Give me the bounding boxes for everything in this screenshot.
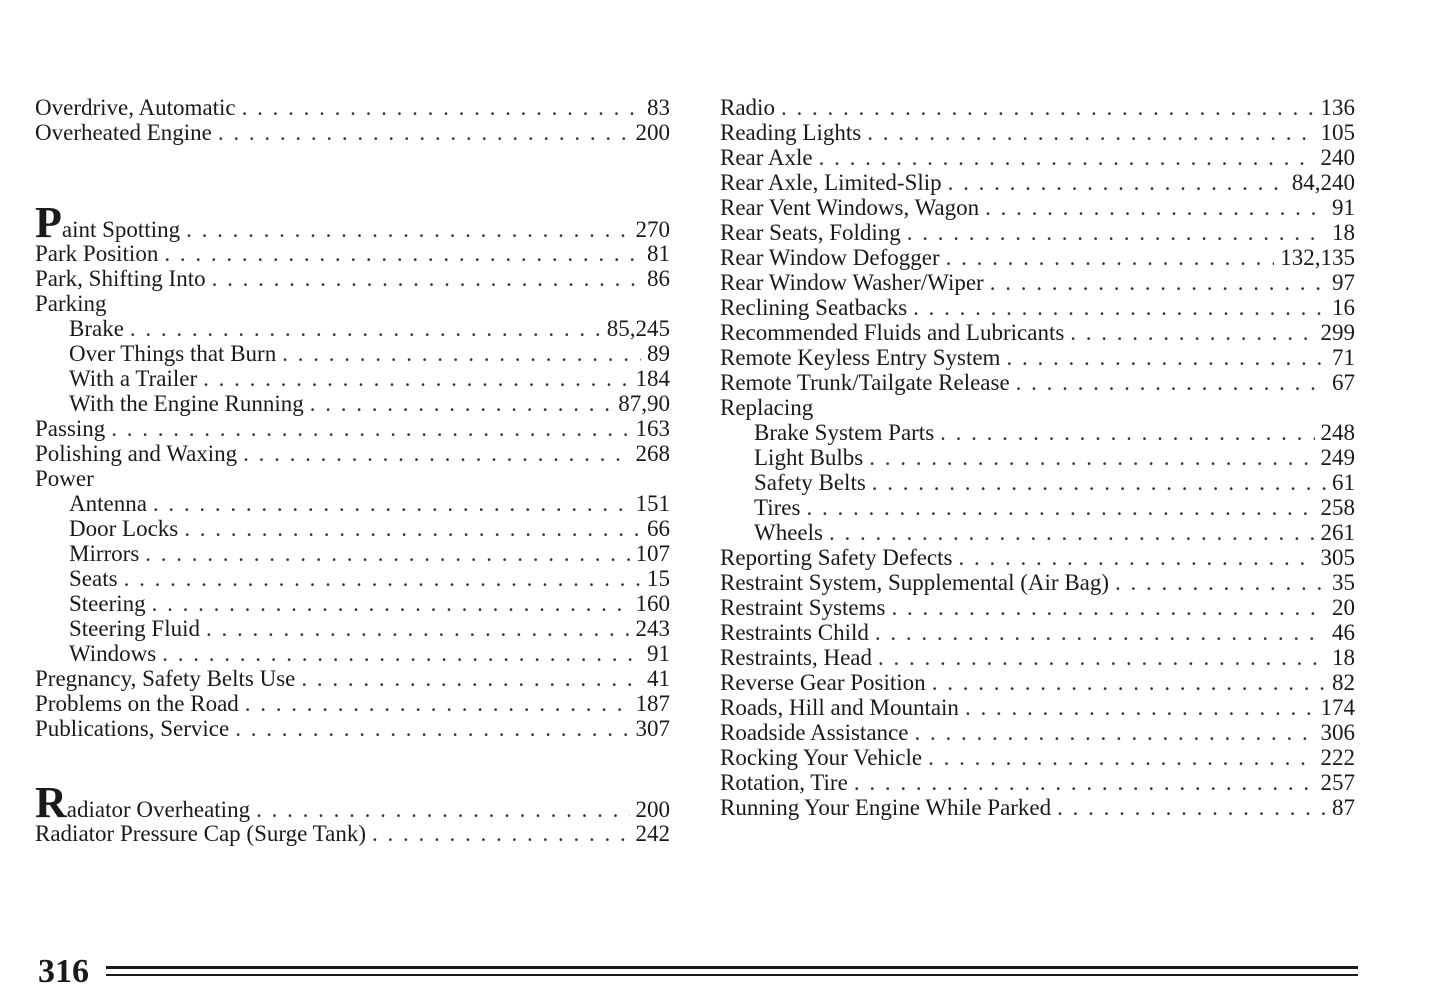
index-subentry — [720, 520, 1355, 545]
index-entry-text: Remote Keyless Entry System — [720, 345, 1001, 370]
index-entry-text: Park Position — [35, 241, 159, 266]
index-entry — [720, 370, 1355, 395]
index-entry — [35, 120, 670, 145]
leader-dots — [1070, 320, 1314, 345]
index-entry — [35, 716, 670, 741]
leader-dots — [310, 391, 612, 416]
index-entry — [720, 770, 1355, 795]
index-entry — [35, 95, 670, 120]
index-entry-page: 200 — [635, 120, 670, 145]
index-entry-text: Restraint Systems — [720, 595, 886, 620]
index-entry — [720, 295, 1355, 320]
index-entry-page: 91 — [647, 641, 670, 666]
leader-dots — [932, 670, 1326, 695]
index-entry — [720, 120, 1355, 145]
leader-dots — [212, 266, 641, 291]
leader-dots — [907, 220, 1326, 245]
leader-dots — [781, 95, 1315, 120]
index-entry-page: 97 — [1332, 270, 1355, 295]
index-entry — [720, 795, 1355, 820]
leader-dots — [1016, 370, 1326, 395]
index-entry-page: 222 — [1320, 745, 1355, 770]
index-entry-text: Replacing — [720, 395, 814, 420]
index-subentry — [35, 641, 670, 666]
index-entry-text: Steering — [69, 591, 146, 616]
index-entry-text: Roads, Hill and Mountain — [720, 695, 959, 720]
index-entry — [35, 416, 670, 441]
section-gap — [35, 741, 670, 785]
leader-dots — [946, 245, 1275, 270]
leader-dots — [282, 341, 641, 366]
index-entry-page: 187 — [635, 691, 670, 716]
index-entry-text: With a Trailer — [69, 366, 198, 391]
leader-dots — [164, 241, 641, 266]
index-entry — [35, 441, 670, 466]
leader-dots — [218, 120, 630, 145]
index-entry — [720, 220, 1355, 245]
index-entry-page: 174 — [1320, 695, 1355, 720]
index-entry-page: 136 — [1320, 95, 1355, 120]
index-entry — [35, 291, 670, 316]
drop-cap-letter: R — [35, 778, 67, 827]
leader-dots — [914, 720, 1314, 745]
index-entry-page: 85,245 — [606, 316, 670, 341]
index-entry-text: Power — [35, 466, 94, 491]
index-subentry — [35, 341, 670, 366]
leader-dots — [913, 295, 1326, 320]
index-entry-page: 257 — [1320, 770, 1355, 795]
index-entry-page: 242 — [635, 821, 670, 846]
index-entry — [720, 695, 1355, 720]
index-entry-text: Light Bulbs — [754, 445, 864, 470]
leader-dots — [245, 691, 630, 716]
index-subentry — [35, 616, 670, 641]
index-entry-page: 67 — [1332, 370, 1355, 395]
index-entry-page: 240 — [1320, 145, 1355, 170]
leader-dots — [875, 620, 1326, 645]
index-entry-page: 249 — [1320, 445, 1355, 470]
index-entry-page: 61 — [1332, 470, 1355, 495]
index-entry-text: Parking — [35, 291, 107, 316]
index-entry-page: 163 — [635, 416, 670, 441]
index-subentry — [35, 591, 670, 616]
index-entry-text: Radiator Pressure Cap (Surge Tank) — [35, 821, 366, 846]
leader-dots — [965, 695, 1315, 720]
leader-dots — [184, 516, 641, 541]
index-entry — [720, 145, 1355, 170]
index-entry-text: Rear Seats, Folding — [720, 220, 901, 245]
index-section-p — [35, 198, 670, 741]
index-entry-page: 16 — [1332, 295, 1355, 320]
leader-dots — [203, 366, 629, 391]
leader-dots — [940, 420, 1314, 445]
leader-dots — [130, 316, 601, 341]
index-entry-text: Rear Vent Windows, Wagon — [720, 195, 980, 220]
index-entry — [720, 545, 1355, 570]
index-entry-text: Reporting Safety Defects — [720, 545, 953, 570]
index-entry-text: Wheels — [754, 520, 823, 545]
index-entry — [720, 270, 1355, 295]
index-entry — [720, 570, 1355, 595]
index-entry-page: 89 — [647, 341, 670, 366]
index-entry-page: 35 — [1332, 570, 1355, 595]
index-entry-text: Publications, Service — [35, 716, 230, 741]
index-entry-page: 82 — [1332, 670, 1355, 695]
index-entry-text: Park, Shifting Into — [35, 266, 206, 291]
leader-dots — [206, 616, 630, 641]
index-entry-text: Roadside Assistance — [720, 720, 909, 745]
index-entry — [720, 195, 1355, 220]
footer-rule — [106, 966, 1358, 976]
leader-dots — [958, 545, 1314, 570]
index-entry-text: Windows — [69, 641, 157, 666]
index-entry — [720, 95, 1355, 120]
index-entry-page: 41 — [647, 666, 670, 691]
index-entry-page: 248 — [1320, 420, 1355, 445]
index-entry — [35, 666, 670, 691]
index-entry-text: Pregnancy, Safety Belts Use — [35, 666, 296, 691]
index-entry-text: Restraints, Head — [720, 645, 873, 670]
index-entry-page: 86 — [647, 266, 670, 291]
index-entry — [720, 720, 1355, 745]
index-entry-text: Rocking Your Vehicle — [720, 745, 923, 770]
leader-dots — [854, 770, 1315, 795]
leader-dots — [990, 270, 1326, 295]
index-entry-text: aint Spotting — [61, 217, 181, 242]
index-entry-text: Recommended Fluids and Lubricants — [720, 320, 1065, 345]
page-footer — [38, 952, 1358, 992]
leader-dots — [124, 566, 641, 591]
index-entry — [35, 241, 670, 266]
index-entry — [35, 198, 670, 247]
index-entry-text: Rotation, Tire — [720, 770, 848, 795]
index-entry-page: 18 — [1332, 220, 1355, 245]
leader-dots — [162, 641, 641, 666]
index-entry-text: Passing — [35, 416, 106, 441]
index-entry-text: Polishing and Waxing — [35, 441, 238, 466]
index-entry — [720, 320, 1355, 345]
index-entry-text: Overdrive, Automatic — [35, 95, 236, 120]
index-entry-page: 261 — [1320, 520, 1355, 545]
index-entry — [720, 170, 1355, 195]
leader-dots — [985, 195, 1326, 220]
leader-dots — [1006, 345, 1326, 370]
index-entry — [35, 821, 670, 846]
index-entry — [720, 245, 1355, 270]
leader-dots — [872, 470, 1326, 495]
index-entry-text: Safety Belts — [754, 470, 866, 495]
index-subentry — [35, 316, 670, 341]
index-entry-page: 83 — [647, 95, 670, 120]
leader-dots — [111, 416, 629, 441]
page-number: 316 — [38, 953, 89, 990]
leader-dots — [242, 95, 641, 120]
index-entry-text: Rear Axle — [720, 145, 813, 170]
leader-dots — [1115, 570, 1326, 595]
index-subentry — [35, 566, 670, 591]
index-entry-text: Door Locks — [69, 516, 179, 541]
index-entry-text: adiator Overheating — [66, 797, 251, 822]
index-entry-page: 258 — [1320, 495, 1355, 520]
leader-dots — [1057, 795, 1326, 820]
index-entry-page: 20 — [1332, 595, 1355, 620]
index-entry-text: Running Your Engine While Parked — [720, 795, 1052, 820]
index-entry-page: 18 — [1332, 645, 1355, 670]
index-column-right — [720, 95, 1355, 820]
index-entry — [35, 466, 670, 491]
index-entry-page: 305 — [1320, 545, 1355, 570]
index-entry — [35, 266, 670, 291]
index-entry-page: 299 — [1320, 320, 1355, 345]
index-entry-page: 87 — [1332, 795, 1355, 820]
index-entry-text: Rear Window Washer/Wiper — [720, 270, 984, 295]
index-entry-text: Reverse Gear Position — [720, 670, 926, 695]
leader-dots — [869, 445, 1314, 470]
index-subentry — [720, 445, 1355, 470]
leader-dots — [928, 745, 1314, 770]
index-entry-text: Rear Axle, Limited-Slip — [720, 170, 942, 195]
index-entry-page: 71 — [1332, 345, 1355, 370]
index-entry-text: Antenna — [69, 491, 147, 516]
index-entry-page: 184 — [635, 366, 670, 391]
section-gap — [35, 145, 670, 205]
index-entry-text: Restraint System, Supplemental (Air Bag) — [720, 570, 1110, 595]
leader-dots — [819, 145, 1315, 170]
index-entry-page: 270 — [635, 217, 670, 242]
index-entry-page: 160 — [635, 591, 670, 616]
index-entry — [720, 670, 1355, 695]
leader-dots — [867, 120, 1314, 145]
index-entry — [720, 345, 1355, 370]
index-entry-text: Brake System Parts — [754, 420, 935, 445]
leader-dots — [153, 491, 630, 516]
index-entry-page: 107 — [635, 541, 670, 566]
index-subentry — [35, 516, 670, 541]
index-entry-page: 91 — [1332, 195, 1355, 220]
index-entry-page: 307 — [635, 716, 670, 741]
index-entry-text: With the Engine Running — [69, 391, 304, 416]
index-entry-text: Radio — [720, 95, 775, 120]
leader-dots — [829, 520, 1315, 545]
index-entry-text: Remote Trunk/Tailgate Release — [720, 370, 1010, 395]
index-entry-text: Restraints Child — [720, 620, 869, 645]
leader-dots — [878, 645, 1326, 670]
index-entry-page: 151 — [635, 491, 670, 516]
index-subentry — [35, 491, 670, 516]
index-entry-text: Mirrors — [69, 541, 140, 566]
leader-dots — [948, 170, 1286, 195]
index-subentry — [720, 420, 1355, 445]
index-subentry — [35, 391, 670, 416]
index-entry-text: Tires — [754, 495, 801, 520]
leader-dots — [301, 666, 641, 691]
index-entry — [720, 745, 1355, 770]
index-entry-text: Reading Lights — [720, 120, 862, 145]
index-group-o — [35, 95, 670, 145]
index-subentry — [720, 470, 1355, 495]
index-entry — [35, 778, 670, 827]
index-subentry — [720, 495, 1355, 520]
index-entry — [720, 620, 1355, 645]
index-entry-page: 87,90 — [618, 391, 670, 416]
leader-dots — [372, 821, 630, 846]
index-entry-page: 46 — [1332, 620, 1355, 645]
index-entry — [720, 395, 1355, 420]
leader-dots — [806, 495, 1314, 520]
leader-dots — [891, 595, 1326, 620]
index-entry-text: Steering Fluid — [69, 616, 200, 641]
index-entry-page: 84,240 — [1291, 170, 1355, 195]
index-section-r — [35, 778, 670, 846]
index-entry-text: Reclining Seatbacks — [720, 295, 908, 320]
index-entry — [720, 595, 1355, 620]
leader-dots — [145, 541, 629, 566]
index-entry — [720, 645, 1355, 670]
drop-cap-letter: P — [35, 198, 62, 247]
leader-dots — [243, 441, 629, 466]
index-entry-page: 268 — [635, 441, 670, 466]
index-entry-page: 132,135 — [1280, 245, 1355, 270]
index-entry-text: Over Things that Burn — [69, 341, 277, 366]
index-subentry — [35, 366, 670, 391]
index-entry-page: 15 — [647, 566, 670, 591]
index-entry-text: Rear Window Defogger — [720, 245, 940, 270]
leader-dots — [235, 716, 629, 741]
index-entry-page: 81 — [647, 241, 670, 266]
index-entry-page: 306 — [1320, 720, 1355, 745]
index-entry-page: 66 — [647, 516, 670, 541]
index-entry — [35, 691, 670, 716]
index-subentry — [35, 541, 670, 566]
index-entry-text: Overheated Engine — [35, 120, 212, 145]
index-entry-text: Seats — [69, 566, 118, 591]
index-entry-text: Brake — [69, 316, 124, 341]
index-column-left — [35, 95, 670, 846]
leader-dots — [152, 591, 630, 616]
index-entry-page: 243 — [635, 616, 670, 641]
index-entry-text: Problems on the Road — [35, 691, 239, 716]
index-entry-page: 200 — [635, 797, 670, 822]
index-entry-page: 105 — [1320, 120, 1355, 145]
